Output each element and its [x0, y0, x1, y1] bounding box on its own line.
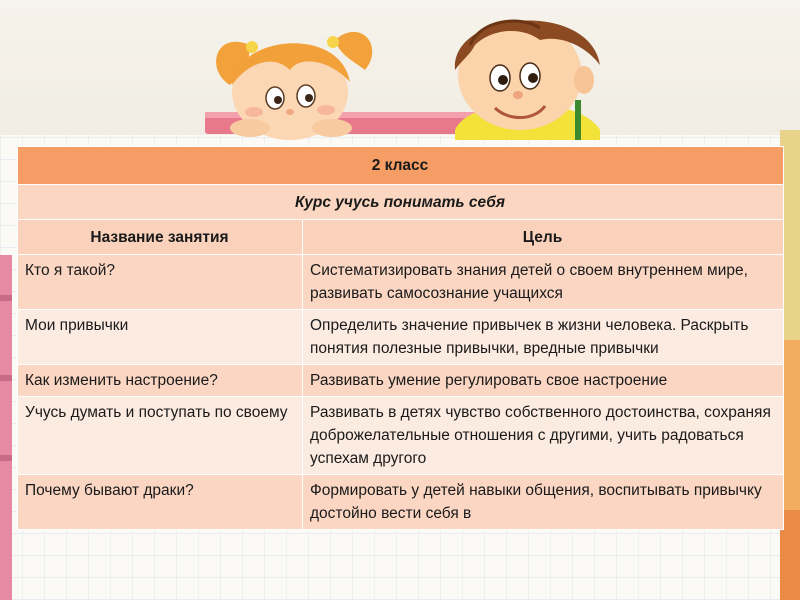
table-row: [18, 397, 784, 475]
column-header-goal: Цель: [303, 220, 784, 255]
boy-illustration: [455, 20, 600, 140]
lesson-goal: Развивать в детях чувство собственного достоинства, сохраняя доброжелательные отношения с другими, учить радоваться успехам другого: [303, 397, 784, 475]
table-header-row: [18, 220, 784, 255]
lesson-name: Учусь думать и поступать по своему: [18, 397, 303, 475]
lesson-name: Мои привычки: [18, 310, 303, 365]
column-header-name: Название занятия: [18, 220, 303, 255]
lesson-goal: Формировать у детей навыки общения, воспитывать привычку достойно вести себя в: [303, 475, 784, 530]
lesson-name: Почему бывают драки?: [18, 475, 303, 530]
course-title: Курс учусь понимать себя: [18, 185, 784, 220]
lesson-table: [17, 146, 784, 530]
lesson-goal: Определить значение привычек в жизни человека. Раскрыть понятия полезные привычки, вредные привычки: [303, 310, 784, 365]
lesson-goal: Систематизировать знания детей о своем внутреннем мире, развивать самосознание учащихся: [303, 255, 784, 310]
class-title: 2 класс: [18, 147, 784, 185]
girl-illustration: [216, 32, 372, 140]
children-illustration: [0, 0, 800, 150]
course-title-row: [18, 185, 784, 220]
lesson-name: Как изменить настроение?: [18, 365, 303, 397]
table-row: [18, 310, 784, 365]
lesson-goal: Развивать умение регулировать свое настроение: [303, 365, 784, 397]
table-row: [18, 365, 784, 397]
class-title-row: [18, 147, 784, 185]
table-row: [18, 255, 784, 310]
table-row: [18, 475, 784, 530]
lesson-name: Кто я такой?: [18, 255, 303, 310]
